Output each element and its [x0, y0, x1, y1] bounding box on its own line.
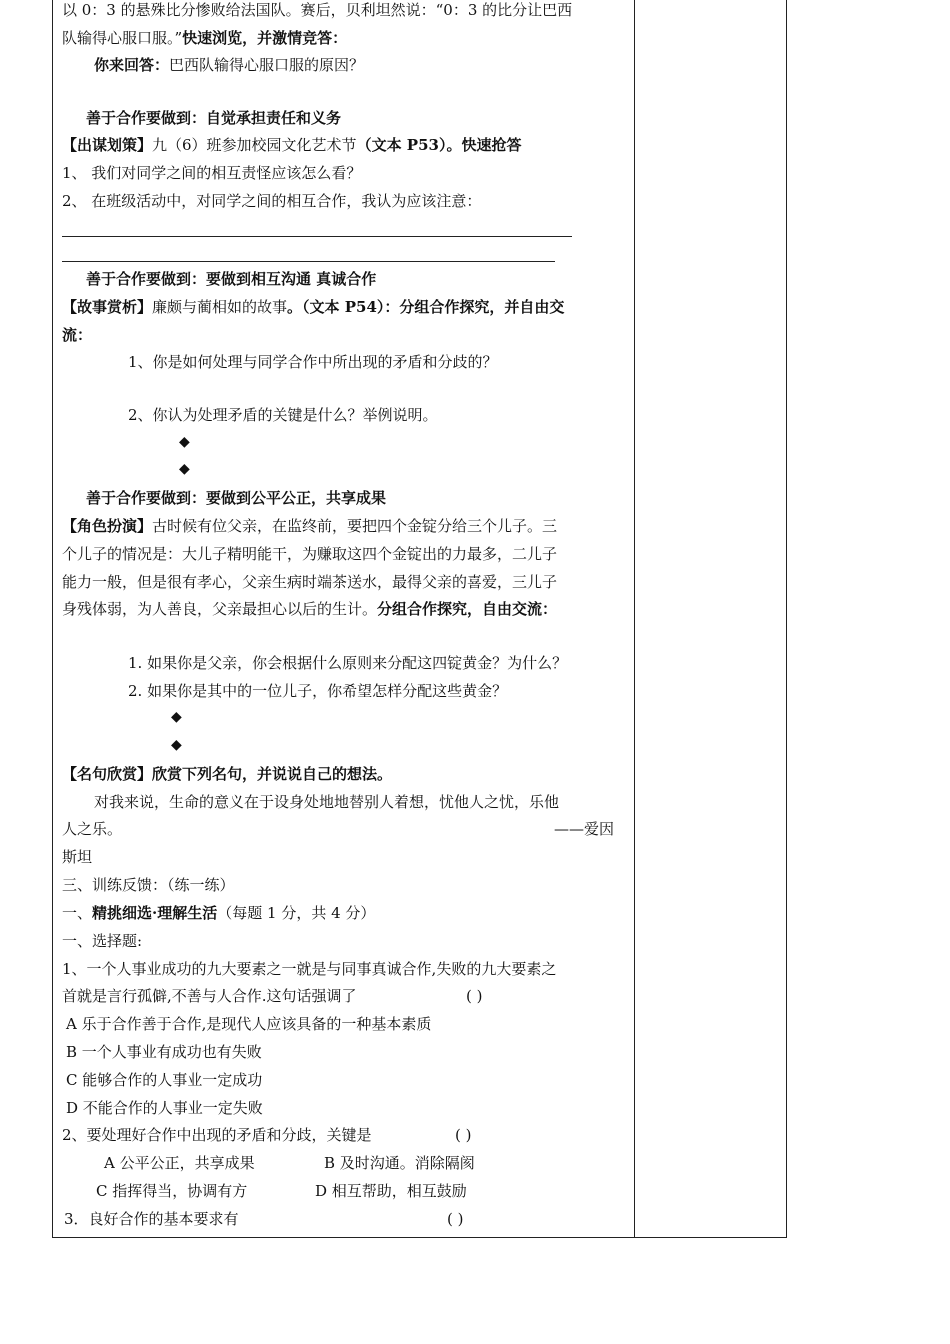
- q2-option-c: C 指挥得当，协调有方: [96, 1182, 248, 1200]
- bullet-diamond-icon: ◆: [179, 461, 190, 477]
- q1-line-1: 1、一个人事业成功的九大要素之一就是与同事真诚合作,失败的九大要素之: [62, 960, 557, 978]
- quote-author-cont: 斯坦: [62, 848, 93, 866]
- answer-line-1: [62, 236, 572, 237]
- sec2-heading: 善于合作要做到：要做到相互沟通 真诚合作: [86, 270, 377, 288]
- q2-option-d: D 相互帮助，相互鼓励: [315, 1182, 467, 1200]
- choice-title: 一、选择题:: [62, 932, 143, 950]
- sec3-q2: 2. 如果你是其中的一位儿子，你希望怎样分配这些黄金？: [128, 682, 508, 700]
- bullet-diamond-icon: ◆: [179, 434, 190, 450]
- practice-title: 三、训练反馈：（练一练）: [62, 876, 235, 894]
- sec3-q1: 1. 如果你是父亲，你会根据什么原则来分配这四锭黄金？为什么？: [128, 654, 568, 672]
- practice-subtitle: 一、精挑细选·理解生活（每题 1 分，共 4 分）: [62, 904, 376, 922]
- q2-option-b: B 及时沟通。消除隔阂: [324, 1154, 475, 1172]
- q1-option-a: A 乐于合作善于合作,是现代人应该具备的一种基本素质: [66, 1015, 432, 1033]
- q3-stem: 3．良好合作的基本要求有: [64, 1210, 239, 1228]
- sec3-heading: 善于合作要做到：要做到公平公正，共享成果: [86, 489, 387, 507]
- sec1-q2: 2、 在班级活动中，对同学之间的相互合作，我认为应该注意：: [62, 192, 482, 210]
- column-divider: [634, 0, 635, 1238]
- sec1-q1: 1、 我们对同学之间的相互责怪应该怎么看？: [62, 164, 362, 182]
- sec2-tag-line-2: 流：: [62, 326, 93, 344]
- sec2-q1: 1、你是如何处理与同学合作中所出现的矛盾和分歧的？: [128, 353, 498, 371]
- sec2-tag-line: 【故事赏析】廉颇与蔺相如的故事。（文本 P54）：分组合作探究，并自由交: [62, 298, 565, 316]
- q2-stem: 2、要处理好合作中出现的矛盾和分歧，关键是: [62, 1126, 372, 1144]
- quote-line-2: 人之乐。: [62, 820, 123, 838]
- q1-line-2: 首就是言行孤僻,不善与人合作.这句话强调了: [62, 987, 357, 1005]
- intro-line-2: 队输得心服口服。”快速浏览，并激情竞答：: [62, 29, 348, 47]
- answer-line-2: [62, 261, 555, 262]
- quote-author: ——爱因: [554, 820, 615, 838]
- intro-question: 你来回答：巴西队输得心服口服的原因？: [94, 56, 365, 74]
- sec3-para-1: 【角色扮演】古时候有位父亲，在监终前，要把四个金锭分给三个儿子。三: [62, 517, 558, 535]
- sec4-tag-line: 【名句欣赏】欣赏下列名句，并说说自己的想法。: [62, 765, 393, 783]
- q1-option-b: B 一个人事业有成功也有失败: [66, 1043, 262, 1061]
- q2-option-a: A 公平公正，共享成果: [104, 1154, 255, 1172]
- sec1-tag-line: 【出谋划策】九（6）班参加校园文化艺术节（文本 P53）。快速抢答: [62, 136, 522, 154]
- sec3-para-2: 个儿子的情况是：大儿子精明能干，为赚取这四个金锭出的力最多，二儿子: [62, 545, 558, 563]
- bullet-diamond-icon: ◆: [171, 737, 182, 753]
- q2-answer-paren: ( ): [455, 1126, 472, 1144]
- sec1-heading: 善于合作要做到：自觉承担责任和义务: [86, 109, 342, 127]
- q1-option-c: C 能够合作的人事业一定成功: [66, 1071, 263, 1089]
- bullet-diamond-icon: ◆: [171, 709, 182, 725]
- quote-line-1: 对我来说，生命的意义在于设身处地地替别人着想，忧他人之忧，乐他: [94, 793, 560, 811]
- sec3-para-3: 能力一般，但是很有孝心，父亲生病时端茶送水，最得父亲的喜爱，三儿子: [62, 573, 558, 591]
- intro-line-1: 以 0：3 的悬殊比分惨败给法国队。赛后，贝利坦然说：“0：3 的比分让巴西: [62, 1, 573, 19]
- q3-answer-paren: ( ): [447, 1210, 464, 1228]
- sec2-q2: 2、你认为处理矛盾的关键是什么？举例说明。: [128, 406, 438, 424]
- q1-answer-paren: ( ): [466, 987, 483, 1005]
- q1-option-d: D 不能合作的人事业一定失败: [66, 1099, 263, 1117]
- sec3-para-4: 身残体弱，为人善良，父亲最担心以后的生计。分组合作探究，自由交流：: [62, 600, 558, 618]
